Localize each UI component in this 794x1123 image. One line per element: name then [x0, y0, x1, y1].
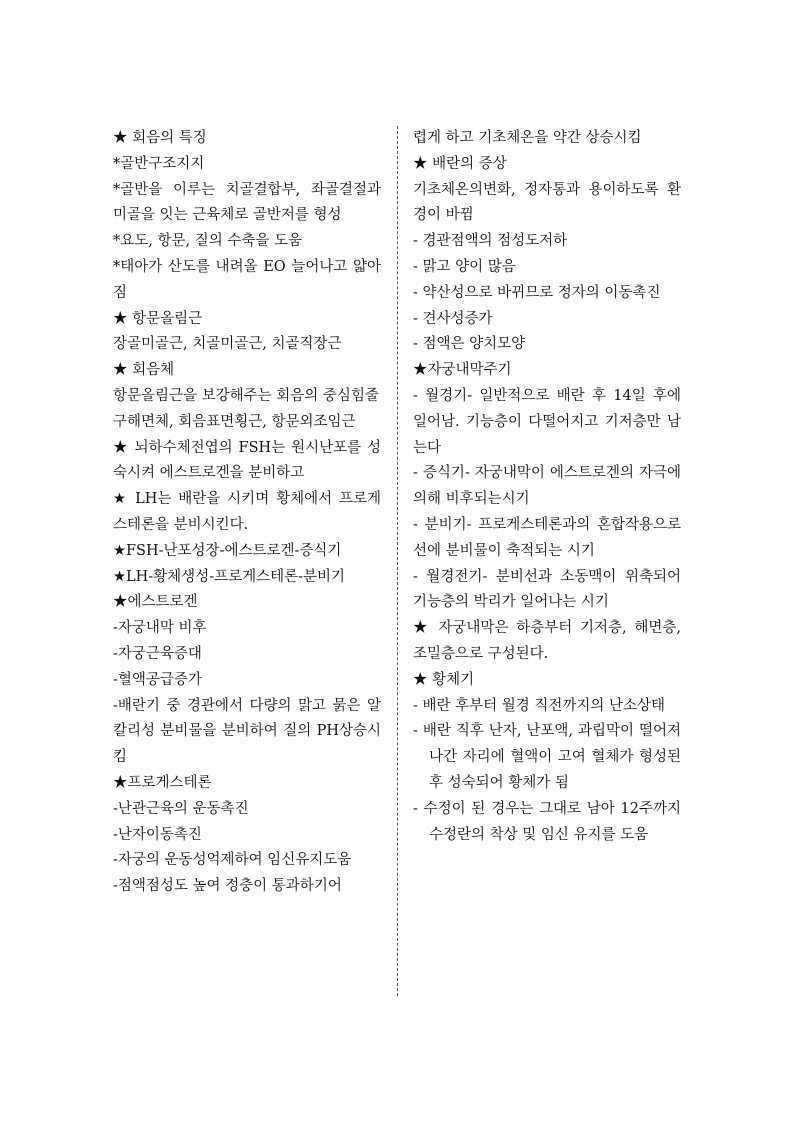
- list-item: - 맑고 양이 많음: [413, 258, 516, 275]
- list-item: - 수정이 된 경우는 그대로 남아 12주까지 수정란의 착상 및 임신 유지를 도움: [413, 800, 681, 843]
- list-item: -배란기 중 경관에서 다량의 맑고 묽은 알칼리성 분비물을 분비하여 질의 PH상승시킴: [113, 697, 381, 766]
- text-paragraph: - 분비기- 프로게스테론과의 혼합작용으로 선에 분비물이 축적되는 시기: [413, 516, 681, 559]
- text-paragraph: 기초체온의변화, 정자통과 용이하도록 환경이 바뀜: [413, 181, 681, 224]
- text-paragraph: *태아가 산도를 내려올 EO 늘어나고 얇아짐: [113, 258, 381, 301]
- left-column: [113, 126, 381, 900]
- text-paragraph: - 월경전기- 분비선과 소동맥이 위축되어 기능층의 박리가 일어나는 시기: [413, 568, 681, 611]
- list-item: -자궁의 운동성억제하여 임신유지도움: [113, 852, 352, 869]
- list-item: -자궁근육증대: [113, 645, 202, 662]
- text-paragraph: ★ 뇌하수체전엽의 FSH는 원시난포를 성숙시켜 에스트로겐을 분비하고: [113, 439, 381, 482]
- text-paragraph: ★ LH는 배란을 시키며 황체에서 프로게스테론을 분비시킨다.: [113, 491, 381, 533]
- heading-ovulation-signs: ★ 배란의 증상: [413, 155, 507, 172]
- heading-progesterone: ★프로게스테론: [113, 774, 212, 791]
- text-paragraph: ★ 자궁내막은 하층부터 기저층, 해면층, 조밀층으로 구성된다.: [413, 620, 681, 662]
- list-item: - 경관점액의 점성도저하: [413, 233, 568, 250]
- list-item: - 점액은 양치모양: [413, 336, 526, 353]
- heading-levator-ani: ★ 항문올림근: [113, 310, 203, 327]
- text-line: 렵게 하고 기초체온을 약간 상승시킴: [413, 130, 642, 146]
- list-item: -난관근육의 운동촉진: [113, 800, 249, 817]
- list-item: - 배란 직후 난자, 난포액, 과립막이 떨어져 나간 자리에 혈액이 고여 혈체가 형성된 후 성숙되어 황체가 됨: [413, 723, 681, 791]
- heading-estrogen: ★에스트로겐: [113, 594, 198, 611]
- list-item: - 약산성으로 바뀌므로 정자의 이동촉진: [413, 284, 661, 301]
- text-paragraph: 구해면체, 회음표면횡근, 항문외조임근: [113, 413, 356, 430]
- list-item: -자궁내막 비후: [113, 620, 207, 637]
- list-item: - 배란 후부터 월경 직전까지의 난소상태: [413, 697, 666, 714]
- right-column: [413, 126, 681, 848]
- text-line: ★LH-황체생성-프로게스테론-분비기: [113, 568, 346, 585]
- text-paragraph: *골반을 이루는 치골결합부, 좌골결절과 미골을 잇는 근육체로 골반저를 형성: [113, 181, 381, 224]
- list-item: - 견사성증가: [413, 310, 493, 327]
- list-item: -난자이동촉진: [113, 826, 202, 843]
- list-item: -혈액공급증가: [113, 671, 202, 688]
- text-line: *요도, 항문, 질의 수축을 도움: [113, 233, 302, 250]
- heading-luteal-phase: ★ 황체기: [413, 671, 475, 688]
- text-line: ★FSH-난포성장-에스트로겐-증식기: [113, 542, 342, 559]
- text-paragraph: 항문올림근을 보강해주는 회음의 중심힘줄: [113, 387, 379, 404]
- list-item: -점액점성도 높여 정충이 통과하기어: [113, 878, 342, 895]
- heading-endometrial-cycle: ★자궁내막주기: [413, 362, 512, 379]
- text-paragraph: - 월경기- 일반적으로 배란 후 14일 후에 일어남. 기능층이 다떨어지고 기저층만 남는다: [413, 387, 681, 456]
- text-paragraph: - 증식기- 자궁내막이 에스트로겐의 자극에 의해 비후되는시기: [413, 465, 681, 508]
- column-divider: [397, 126, 398, 996]
- heading-perineum-features: ★ 회음의 특징: [113, 130, 207, 146]
- text-line: *골반구조지지: [113, 155, 205, 172]
- heading-perineal-body: ★ 회음체: [113, 362, 175, 379]
- text-line: 장골미골근, 치골미골근, 치골직장근: [113, 336, 342, 353]
